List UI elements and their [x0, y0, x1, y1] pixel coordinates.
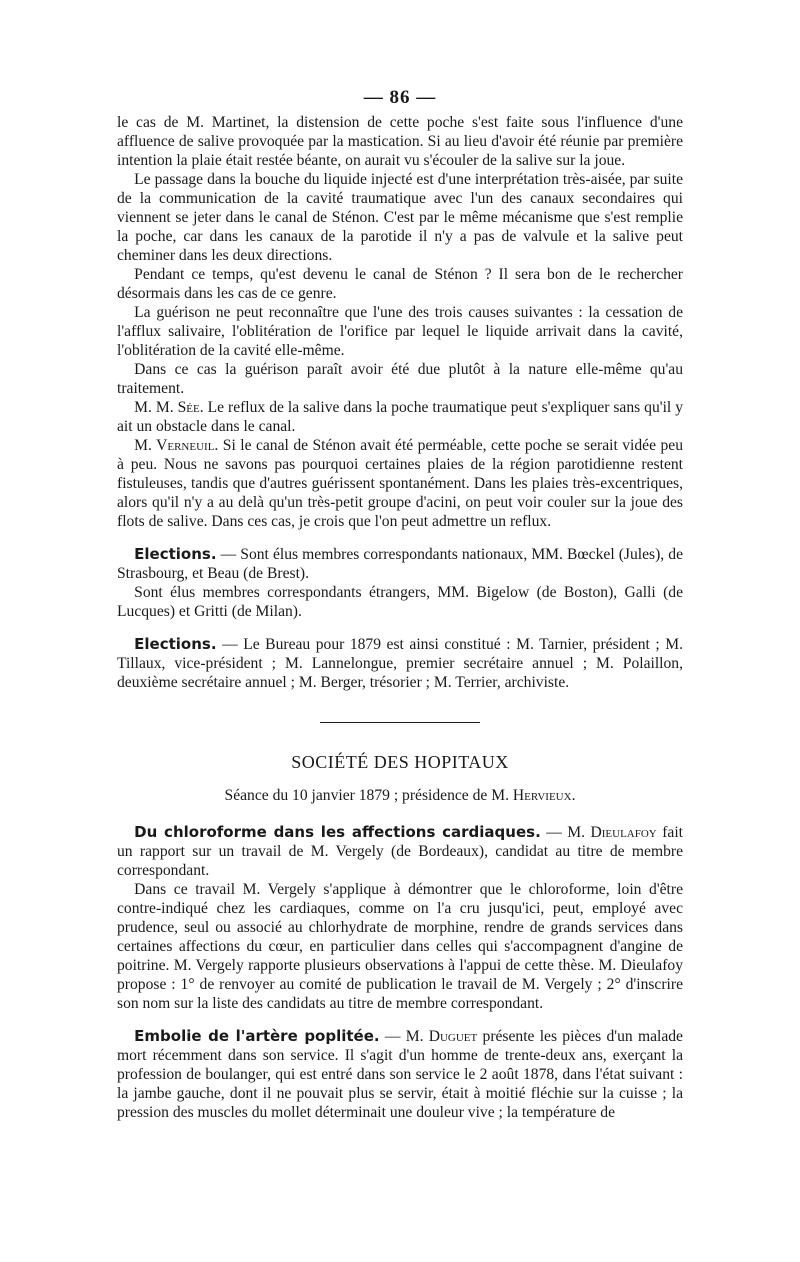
section-title: SOCIÉTÉ DES HOPITAUX — [291, 752, 509, 772]
paragraph-verneuil — [117, 436, 683, 531]
lead-chloroforme: — M. — [546, 824, 586, 841]
section-divider — [117, 712, 683, 731]
paragraph-3: Pendant ce temps, qu'est devenu le canal de Sténon ? Il sera bon de le rechercher désormais dans les cas de ce genre. — [117, 266, 683, 302]
paragraph-chloroforme — [117, 823, 683, 880]
paragraph-embolie — [117, 1027, 683, 1122]
name-duguet: Duguet — [428, 1028, 478, 1045]
page-number: — 86 — — [363, 87, 437, 108]
paragraph-elections-1b: Sont élus membres correspondants étrangers, MM. Bigelow (de Boston), Galli (de Lucques) et Gritti (de Milan). — [117, 584, 683, 620]
paragraph-elections-2 — [117, 635, 683, 692]
text-elections-1: — Sont élus membres correspondants nationaux, MM. Bœckel (Jules), de Strasbourg, et Beau (de Brest). — [117, 546, 683, 582]
paragraph-see — [117, 398, 683, 436]
paragraph-elections-1 — [117, 545, 683, 583]
seance-line — [117, 786, 683, 805]
speaker-see: M. M. Sée. — [134, 399, 204, 416]
text-see: Le reflux de la salive dans la poche traumatique peut s'expliquer sans qu'il y ait un obstacle dans le canal. — [117, 399, 683, 435]
lead-embolie: — M. — [384, 1028, 424, 1045]
text-embolie: présente les pièces d'un malade mort récemment dans son service. Il s'agit d'un homme de trente-deux ans, exerçant la profession de boulanger, qui est entré dans son service le 2 août 1878, dans l'état suivant : la jambe gauche, dont il ne pouvait plus se servir, était à moitié fléchie sur la cuisse ; la pression des muscles du mollet déterminait une douleur vive ; la température de — [117, 1028, 683, 1121]
heading-embolie: Embolie de l'artère poplitée. — [134, 1027, 380, 1045]
seance-president: Hervieux. — [512, 787, 576, 804]
paragraph-5: Dans ce cas la guérison paraît avoir été due plutôt à la nature elle-même qu'au traitement. — [117, 361, 683, 397]
paragraph-4: La guérison ne peut reconnaître que l'une des trois causes suivantes : la cessation de l'afflux salivaire, l'oblitération de l'orifice par lequel le liquide arrivait dans la cavité, l'oblitération de la cavité elle-même. — [117, 304, 683, 359]
heading-elections-2: Elections. — [134, 635, 217, 653]
paragraph-2: Le passage dans la bouche du liquide injecté est d'une interprétation très-aisée, par suite de la communication de la cavité traumatique avec l'un des canaux secondaires qui viennent se jeter dans le canal de Sténon. C'est par le même mécanisme que s'est remplie la poche, car dans les canaux de la parotide il n'y a pas de valvule et la salive peut cheminer dans les deux directions. — [117, 171, 683, 264]
page — [117, 88, 683, 1122]
text-elections-2: — Le Bureau pour 1879 est ainsi constitué : M. Tarnier, président ; M. Tillaux, vice-président ; M. Lannelongue, premier secrétaire annuel ; M. Polaillon, deuxième secrétaire annuel ; M. Berger, trésorier ; M. Terrier, archiviste. — [117, 636, 683, 691]
heading-elections-1: Elections. — [134, 545, 217, 563]
heading-chloroforme: Du chloroforme dans les affections cardiaques. — [134, 823, 541, 841]
seance-prefix: Séance du 10 janvier 1879 ; présidence de M. — [224, 787, 510, 804]
text-chloroforme: fait un rapport sur un travail de M. Vergely (de Bordeaux), candidat au titre de membre correspondant. — [117, 824, 683, 879]
paragraph-1: le cas de M. Martinet, la distension de cette poche s'est faite sous l'influence d'une affluence de salive provoquée par la mastication. Si au lieu d'avoir été réunie par première intention la plaie était restée béante, on aurait vu s'écouler de la salive sur la joue. — [117, 114, 683, 169]
paragraph-chloroforme-2: Dans ce travail M. Vergely s'applique à démontrer que le chloroforme, loin d'être contre-indiqué chez les cardiaques, comme on l'a cru jusqu'ici, peut, employé avec prudence, seul ou associé au chlorhydrate de morphine, rendre de grands services dans certaines affections du cœur, en particulier dans celles qui s'accompagnent d'angine de poitrine. M. Vergely rapporte plusieurs observations à l'appui de cette thèse. M. Dieulafoy propose : 1° de renvoyer au comité de publication le travail de M. Vergely ; 2° d'inscrire son nom sur la liste des candidats au titre de membre correspondant. — [117, 881, 683, 1012]
speaker-verneuil: M. Verneuil. — [134, 437, 219, 454]
text-verneuil: Si le canal de Sténon avait été perméable, cette poche se serait vidée peu à peu. Nous ne savons pas pourquoi certaines plaies de la région parotidienne restent fistuleuses, tandis que d'autres guérissent spontanément. Dans les plaies très-excentriques, alors qu'il n'y a au delà qu'un très-petit groupe d'acini, on peut voir couler sur la joue des flots de salive. Dans ces cas, je crois que l'on peut admettre un reflux. — [117, 437, 683, 530]
name-dieulafoy: Dieulafoy — [590, 824, 657, 841]
